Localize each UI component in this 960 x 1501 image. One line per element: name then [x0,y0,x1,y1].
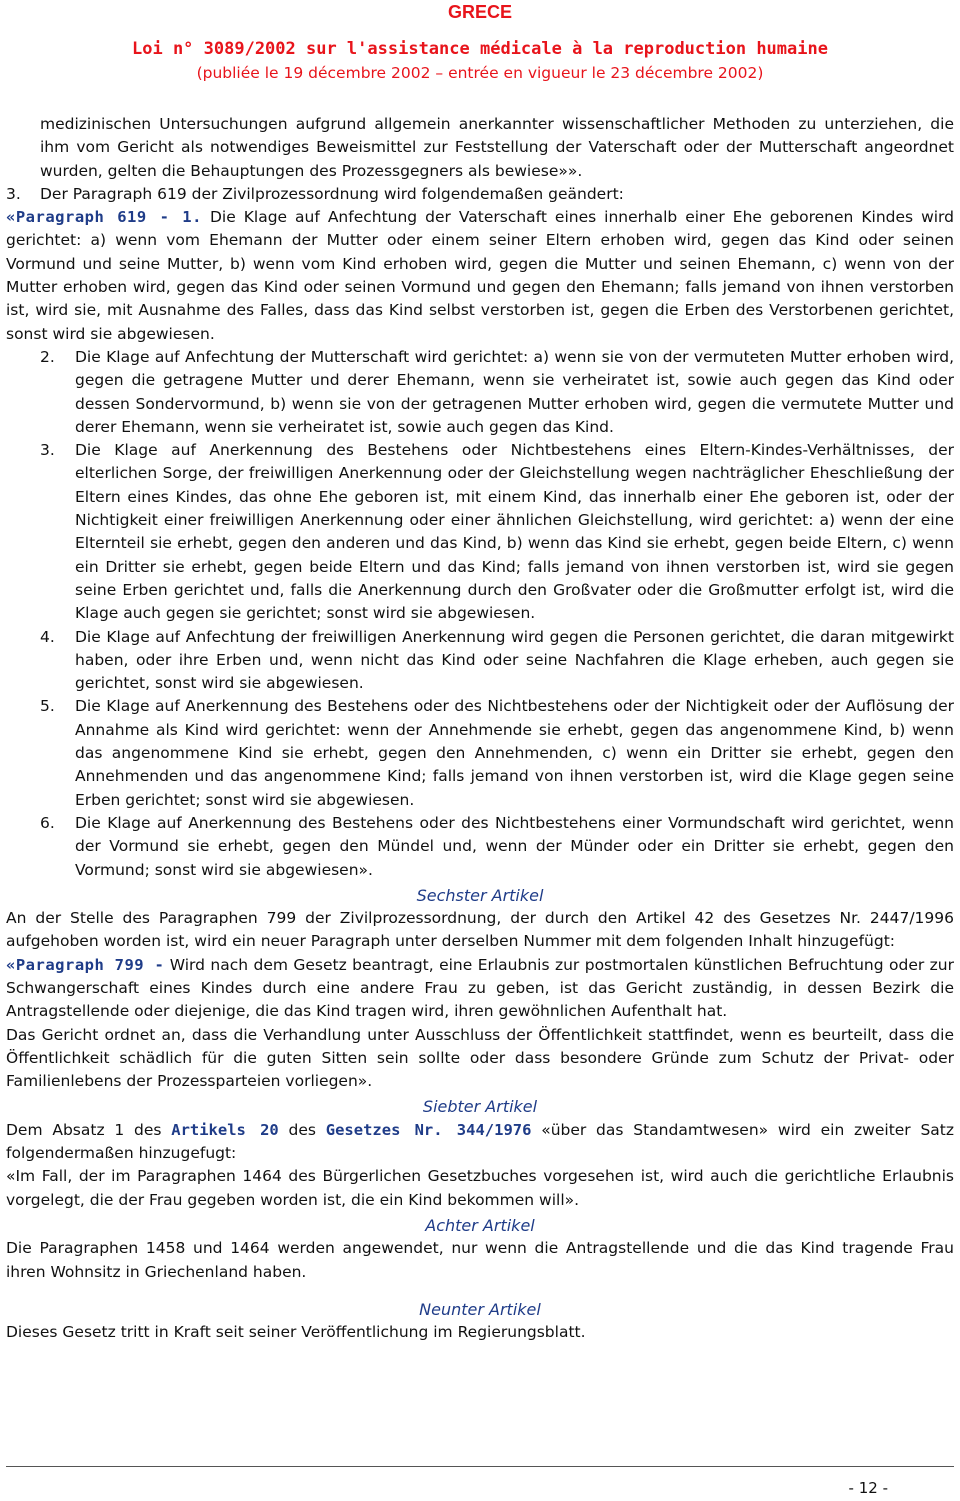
paragraph-619-text: Die Klage auf Anfechtung der Vaterschaft eines innerhalb einer Ehe geborenen Kindes wird gerichtet: a) wenn vom Ehemann der Mutter oder einem seiner Eltern erhoben wird, gegen das Kind oder seinen Vormund und seine Mutter, b) wenn vom Kind erhoben wird, gegen die Mutter und seinen Ehemann, c) wenn von der Mutter erhoben wird, gegen das Kind oder seinen Vormund und gegen den Ehemann; falls jemand von ihnen verstorben ist, wird sie, mit Ausnahme des Falles, dass das Kind selbst verstorben ist, gegen die Erben des Verstorbenen gerichtet, sonst wird sie abgewiesen. [6,208,954,343]
sub-item-text: Die Klage auf Anfechtung der Mutterschaft wird gerichtet: a) wenn sie von der vermuteten Mutter erhoben wird, gegen die getragene Mutter und derer Ehemann, wenn sie verheiratet ist, sowie auch gegen das Kind oder dessen Sondervormund, b) wenn sie von der getragenen Mutter erhoben wird, gegen die vermutete Mutter und derer Ehemann, wenn sie verheiratet ist, sowie auch gegen das Kind. [75,347,954,436]
sub-item-2 [6,346,954,439]
sub-item-text: Die Klage auf Anfechtung der freiwilligen Anerkennung wird gegen die Personen gerichtet, die daran mitgewirkt haben, oder ihre Erben und, wenn nicht das Kind oder seine Nachfahren die Klage erheben, auch gegen sie gerichtet, sonst wird sie abgewiesen. [75,627,954,693]
article-6-paragraph-1: An der Stelle des Paragraphen 799 der Zivilprozessordnung, der durch den Artikel 42 des Gesetzes Nr. 2447/1996 aufgehoben worden ist, wird ein neuer Paragraph unter derselben Nummer mit dem folgenden Inhalt hinzugefügt: [6,909,954,951]
article-7-text-a: Dem Absatz 1 des [6,1120,172,1139]
sub-item-number: 2. [40,347,55,366]
article-6-paragraph-3: Das Gericht ordnet an, dass die Verhandlung unter Ausschluss der Öffentlichkeit stattfindet, wenn es beurteilt, dass die Öffentlichkeit schädlich für die guten Sitten sein sollte oder dass besondere Gründe zum Schutz der Privat- oder Familienlebens der Prozessparteien vorliegen». [6,1025,954,1091]
sub-item-text: Die Klage auf Anerkennung des Bestehens oder des Nichtbestehens einer Vormundschaft wird gerichtet, wenn der Vormund sie erhebt, gegen den Mündel und, wenn der Münder oder ein Dritter sie erhebt, gegen den Vormund; sonst wird sie abgewiesen». [75,813,954,879]
sub-item-5 [6,695,954,811]
header-title: Loi n° 3089/2002 sur l'assistance médicale à la reproduction humaine [132,39,828,59]
sub-item-4 [6,626,954,696]
article-7-paragraph-1 [6,1119,954,1166]
article-8-heading: Achter Artikel [425,1215,535,1235]
sub-item-number: 6. [40,813,55,832]
article-9-paragraph-1: Dieses Gesetz tritt in Kraft seit seiner Veröffentlichung im Regierungsblatt. [6,1323,586,1342]
header-country: GRECE [447,2,512,22]
sub-item-3 [6,439,954,625]
article-7-paragraph-2: «Im Fall, der im Paragraphen 1464 des Bürgerlichen Gesetzbuches vorgesehen ist, wird auch die gerichtliche Erlaubnis vorgelegt, die der Frau gegeben worden ist, die ein Kind bekommen will». [6,1167,954,1209]
item-3-text: Der Paragraph 619 der Zivilprozessordnung wird folgendemaßen geändert: [40,184,624,203]
header-subtitle: (publiée le 19 décembre 2002 – entrée en vigueur le 23 décembre 2002) [196,64,764,82]
item-3 [6,183,954,206]
paragraph-799-text: Wird nach dem Gesetz beantragt, eine Erlaubnis zur postmortalen künstlichen Befruchtung oder zur Schwangerschaft eines Kindes durch eine andere Frau zu geben, ist das Gericht zuständig, in dessen Bezirk die Antragstellende oder diejenige, die das Kind tragen wird, ihren gewöhnlichen Aufenthalt hat. [6,955,955,1021]
paragraph-799-ref: «Paragraph 799 - [6,955,165,974]
article-7-text-b: des [278,1120,326,1139]
continued-paragraph: medizinischen Untersuchungen aufgrund allgemein anerkannter wissenschaftlicher Methoden zu unterziehen, die ihm vom Gericht als notwendiges Beweismittel zur Feststellung der Vaterschaft oder der Mutterschaft angeordnet wurden, gelten die Behauptungen des Prozessgegners als bewiese»». [40,115,954,180]
page-number: - 12 - [848,1479,888,1497]
sub-item-number: 3. [40,441,55,460]
sub-item-6 [6,812,954,882]
article-20-ref: Artikels 20 [171,1120,279,1139]
sub-item-text: Die Klage auf Anerkennung des Bestehens oder Nichtbestehens eines Eltern-Kindes-Verhältnisses, der elterlichen Sorge, der freiwilligen Anerkennung oder der Gleichstellung wegen nachträglicher Eheschließung der Eltern eines Kindes, das ohne Ehe geboren ist, mit einem Kind, das innerhalb einer Ehe geboren ist, oder der Nichtigkeit einer freiwilligen Anerkennung oder einer ähnlichen Gleichstellung, wird gerichtet: a) wenn der eine Elternteil sie erhebt, gegen den anderen und das Kind, b) wenn das Kind sie erhebt, gegen beide Eltern, c) wenn ein Dritter sie erhebt, gegen beide Eltern und das Kind; falls jemand von ihnen verstorben ist, wird sie gegen seine Erben gerichtet und, falls die Anerkennung durch den Großvater oder die Großmutter erfolgt ist, wird die Klage auch gegen sie gerichtet; sonst wird sie abgewiesen. [75,441,954,623]
sub-item-number: 5. [40,697,55,716]
item-3-number: 3. [6,184,21,203]
article-8-paragraph-1: Die Paragraphen 1458 und 1464 werden angewendet, nur wenn die Antragstellende und die das Kind tragende Frau ihren Wohnsitz in Griechenland haben. [6,1239,954,1281]
article-6-paragraph-2 [6,954,954,1024]
article-9-heading: Neunter Artikel [419,1299,541,1319]
article-6-heading: Sechster Artikel [416,885,544,905]
document-body [6,113,954,1344]
article-7-text-c: «über das Standamtwesen» wird ein zweiter Satz folgendermaßen hinzugefugt: [6,1120,955,1163]
paragraph-619-ref: «Paragraph 619 - 1. [6,208,202,227]
law-344-ref: Gesetzes Nr. 344/1976 [325,1120,532,1139]
article-7-heading: Siebter Artikel [422,1097,538,1117]
footer-divider [6,1466,954,1467]
sub-item-number: 4. [40,627,55,646]
sub-item-text: Die Klage auf Anerkennung des Bestehens oder des Nichtbestehens oder der Nichtigkeit oder der Auflösung der Annahme als Kind wird gerichtet: wenn der Annehmende sie erhebt, gegen das angenommene Kind, b) wenn das angenommene Kind sie erhebt, gegen den Annehmenden, c) wenn ein Dritter sie erhebt, gegen den Annehmenden und das angenommene Kind; falls jemand von ihnen verstorben ist, wird die Klage gegen seine Erben gerichtet; sonst wird sie abgewiesen. [75,697,954,809]
paragraph-619 [6,206,954,346]
